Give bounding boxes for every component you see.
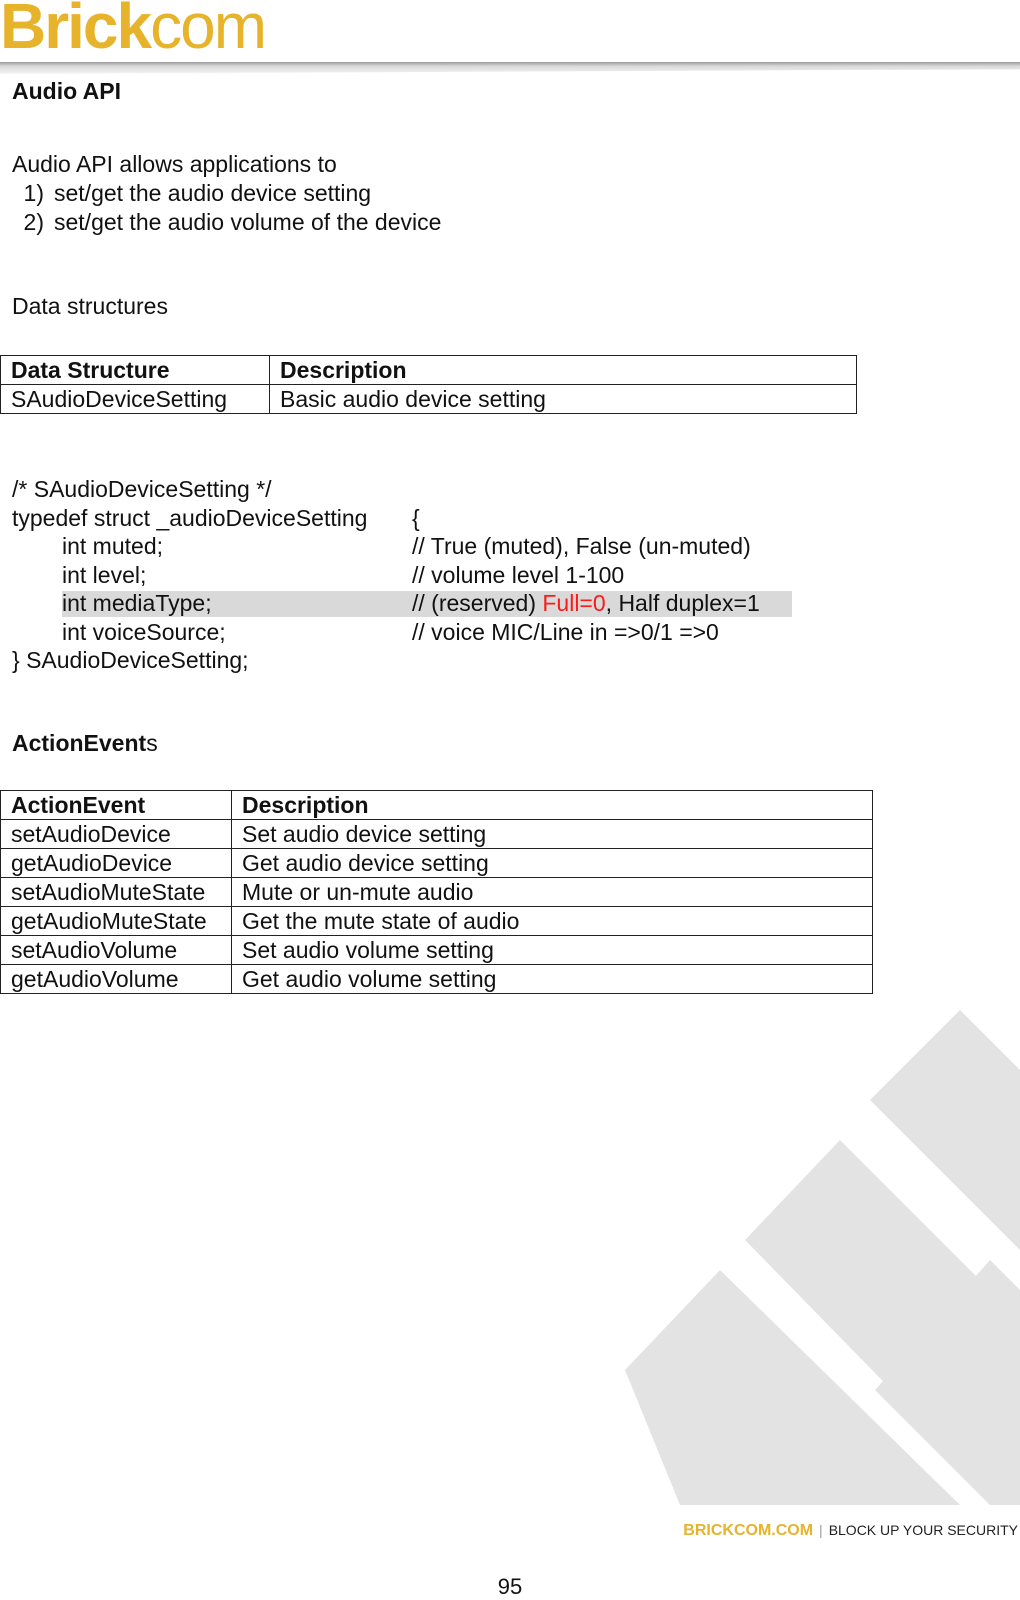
list-number: 1): [23, 180, 44, 206]
code-close: } SAudioDeviceSetting;: [12, 647, 249, 673]
code-decl: int voiceSource;: [62, 618, 226, 645]
table-row: [1, 820, 873, 849]
table-cell: Basic audio device setting: [270, 385, 857, 414]
code-line: [12, 532, 751, 561]
code-typedef: typedef struct _audioDeviceSetting: [12, 504, 368, 531]
table-cell: setAudioVolume: [1, 936, 232, 965]
list-text: set/get the audio device setting: [54, 180, 372, 206]
data-structures-heading: Data structures: [12, 293, 168, 319]
logo-light-part: com: [150, 0, 265, 62]
code-line-highlighted: [12, 589, 760, 618]
code-line: [12, 618, 719, 647]
table-cell: Get the mute state of audio: [232, 907, 873, 936]
code-decl: int muted;: [62, 533, 163, 559]
table-cell: Set audio volume setting: [232, 936, 873, 965]
code-decl: int level;: [62, 561, 147, 588]
table-header-cell: ActionEvent: [1, 791, 232, 820]
heading-normal-part: s: [146, 730, 158, 756]
code-block: [12, 475, 760, 675]
intro-line: Audio API allows applications to: [12, 151, 337, 177]
table-header-row: [1, 791, 873, 820]
code-field-comment: // True (muted), False (un-muted): [412, 533, 751, 559]
table-cell: setAudioMuteState: [1, 878, 232, 907]
footer-slogan: BLOCK UP YOUR SECURITY: [828, 1522, 1018, 1538]
table-cell: Mute or un-mute audio: [232, 878, 873, 907]
table-cell: SAudioDeviceSetting: [1, 385, 270, 414]
code-open-brace: {: [412, 504, 420, 531]
page-title: Audio API: [12, 78, 122, 104]
code-field-comment: [412, 589, 760, 618]
comment-part: , Half duplex=1: [605, 590, 760, 616]
code-line: [12, 646, 367, 675]
watermark-block-3: [625, 1270, 960, 1505]
table-row: [1, 907, 873, 936]
code-decl: int mediaType;: [62, 590, 212, 616]
list-text: set/get the audio volume of the device: [54, 209, 442, 235]
table-cell: getAudioMuteState: [1, 907, 232, 936]
page-footer: [683, 1522, 1018, 1540]
comment-red-part: Full=0: [542, 590, 606, 616]
table-cell: setAudioDevice: [1, 820, 232, 849]
action-event-table: [0, 790, 873, 994]
watermark-block-4: [875, 1260, 1020, 1505]
table-row: [1, 878, 873, 907]
action-events-heading: [12, 730, 158, 757]
watermark-block-1: [870, 1010, 1020, 1250]
table-cell: Get audio device setting: [232, 849, 873, 878]
table-cell: getAudioVolume: [1, 965, 232, 994]
table-row: [1, 936, 873, 965]
code-line: [12, 504, 420, 533]
heading-bold-part: ActionEvent: [12, 730, 147, 756]
page-header: [0, 0, 1020, 72]
intro-block: [12, 150, 441, 237]
comment-part: // (reserved): [412, 590, 543, 616]
footer-brand: BRICKCOM.COM: [683, 1522, 814, 1539]
intro-list-item: [12, 208, 441, 237]
table-row: [1, 849, 873, 878]
logo-bold-part: Brick: [0, 0, 151, 62]
header-divider: [0, 62, 1020, 74]
list-number: 2): [23, 209, 44, 235]
watermark-block-2: [745, 1140, 1020, 1460]
data-structure-table: [0, 355, 857, 414]
code-field-comment: // voice MIC/Line in =>0/1 =>0: [412, 618, 719, 645]
table-cell: Set audio device setting: [232, 820, 873, 849]
table-header-cell: Description: [232, 791, 873, 820]
code-line: [12, 561, 625, 590]
code-field-comment: // volume level 1-100: [412, 561, 625, 588]
code-comment: /* SAudioDeviceSetting */: [12, 476, 272, 502]
table-header-cell: Description: [270, 356, 857, 385]
page-number: 95: [497, 1574, 523, 1599]
table-row: [1, 965, 873, 994]
table-row: [1, 385, 857, 414]
table-header-row: [1, 356, 857, 385]
table-cell: Get audio volume setting: [232, 965, 873, 994]
code-line: [12, 475, 367, 504]
table-cell: getAudioDevice: [1, 849, 232, 878]
brickcom-logo: [0, 0, 265, 62]
footer-separator: |: [819, 1522, 823, 1538]
intro-list-item: [12, 179, 441, 208]
table-header-cell: Data Structure: [1, 356, 270, 385]
